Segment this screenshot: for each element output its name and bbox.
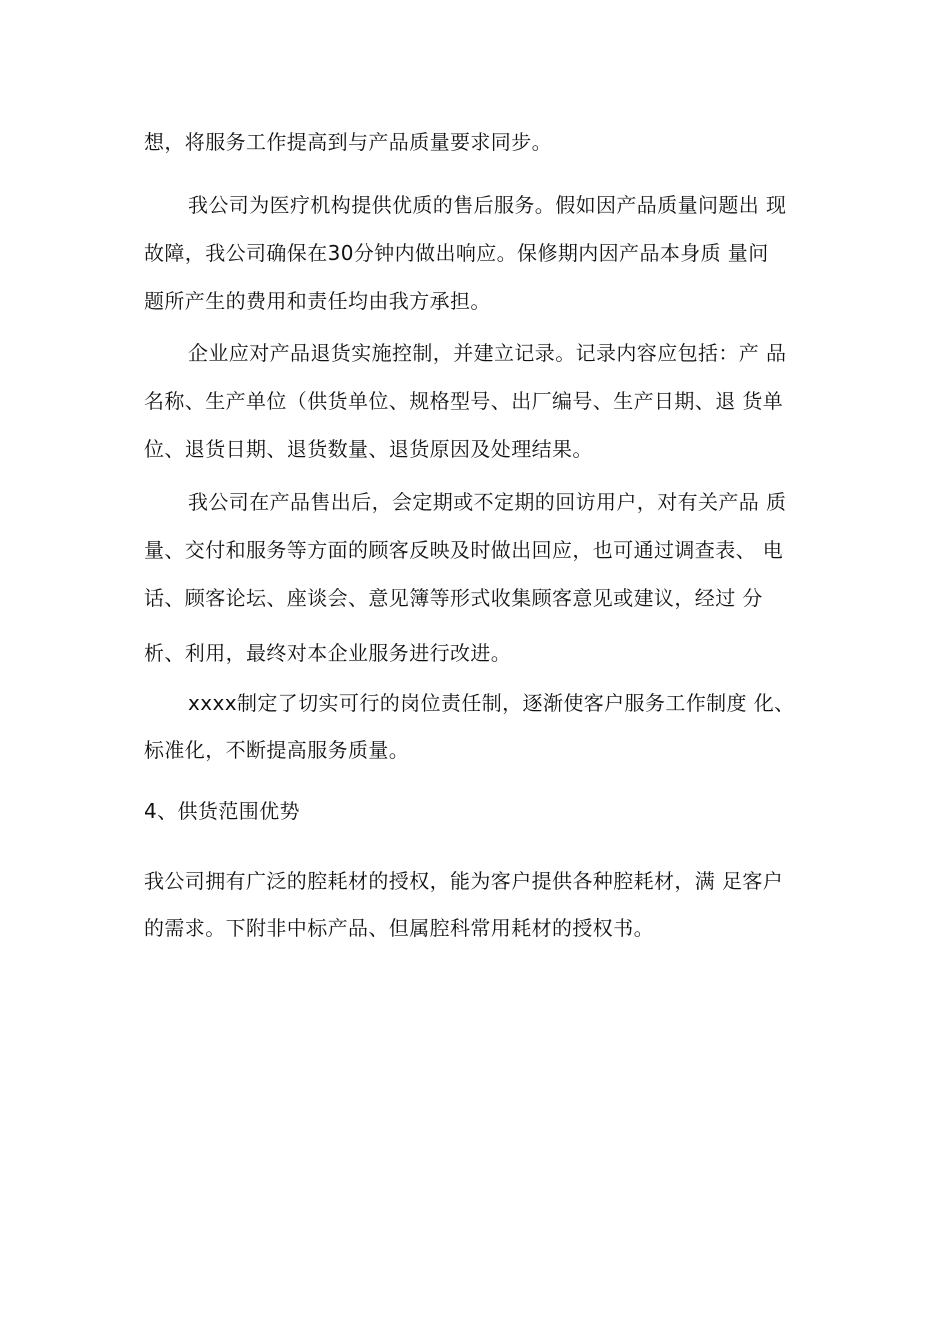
paragraph-line: 题所产生的费用和责任均由我方承担。	[144, 289, 491, 313]
paragraph-line: 我公司在产品售出后，会定期或不定期的回访用户，对有关产品 质	[188, 490, 787, 514]
paragraph-line: 量、交付和服务等方面的顾客反映及时做出回应，也可通过调查表、 电	[144, 538, 784, 562]
paragraph-line: 的需求。下附非中标产品、但属腔科常用耗材的授权书。	[144, 916, 654, 940]
paragraph-line: 名称、生产单位（供货单位、规格型号、出厂编号、生产日期、退 货单	[144, 389, 784, 413]
paragraph-line: 企业应对产品退货实施控制，并建立记录。记录内容应包括：产 品	[188, 341, 787, 365]
paragraph-line: 我公司拥有广泛的腔耗材的授权，能为客户提供各种腔耗材，满 足客户	[144, 869, 784, 893]
paragraph-line: 析、利用，最终对本企业服务进行改进。	[144, 641, 512, 665]
paragraph-line: 我公司为医疗机构提供优质的售后服务。假如因产品质量问题出 现	[188, 193, 787, 217]
text-line: 想，将服务工作提高到与产品质量要求同步。	[144, 130, 552, 154]
paragraph-line: 位、退货日期、退货数量、退货原因及处理结果。	[144, 437, 593, 461]
paragraph-line: 故障，我公司确保在30分钟内做出响应。保修期内因产品本身质 量问	[144, 241, 769, 265]
section-heading: 4、供货范围优势	[144, 799, 300, 823]
paragraph-line: xxxx制定了切实可行的岗位责任制，逐渐使客户服务工作制度 化、	[188, 691, 795, 715]
paragraph-line: 标准化，不断提高服务质量。	[144, 738, 410, 762]
paragraph-line: 话、顾客论坛、座谈会、意见簿等形式收集顾客意见或建议，经过 分	[144, 586, 763, 610]
